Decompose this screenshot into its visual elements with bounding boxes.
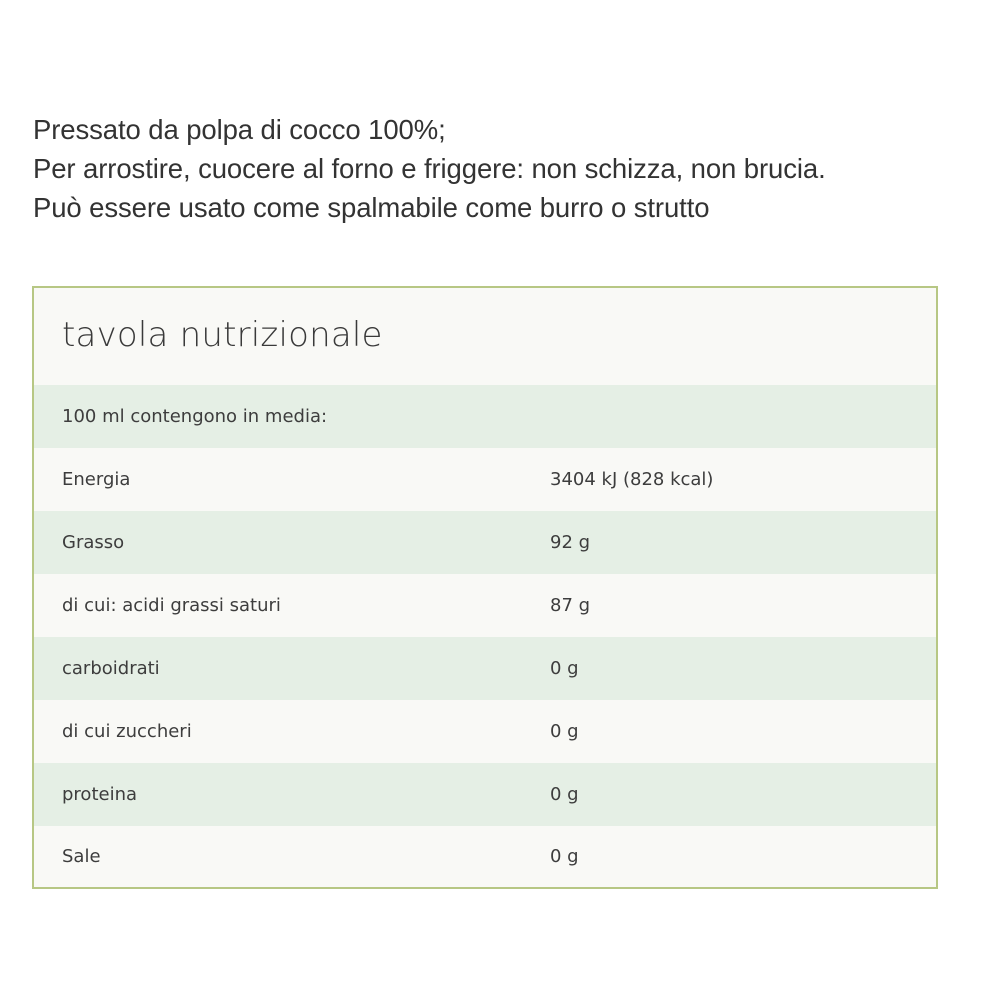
table-row <box>34 574 936 637</box>
table-row <box>34 700 936 763</box>
nutrient-name: Sale <box>62 846 101 867</box>
nutrient-name: Grasso <box>62 532 125 553</box>
table-row <box>34 448 936 511</box>
nutrition-table-header-row <box>34 385 936 448</box>
nutrient-name: di cui zuccheri <box>62 721 192 742</box>
nutrient-value: 3404 kJ (828 kcal) <box>550 469 714 490</box>
nutrient-name: carboidrati <box>62 658 160 679</box>
table-row <box>34 826 936 887</box>
description-line: Pressato da polpa di cocco 100%; <box>33 114 446 145</box>
nutrition-table <box>32 286 938 889</box>
nutrient-name: Energia <box>62 469 131 490</box>
nutrient-name: proteina <box>62 784 138 805</box>
description-line: Può essere usato come spalmabile come burro o strutto <box>33 192 710 223</box>
nutrient-value: 92 g <box>550 532 591 553</box>
nutrient-value: 0 g <box>550 721 579 742</box>
nutrient-value: 0 g <box>550 846 579 867</box>
table-row <box>34 637 936 700</box>
table-row <box>34 763 936 826</box>
nutrient-value: 0 g <box>550 784 579 805</box>
product-description <box>33 110 993 227</box>
table-row <box>34 511 936 574</box>
nutrient-value: 87 g <box>550 595 591 616</box>
nutrition-table-title: tavola nutrizionale <box>34 288 936 385</box>
nutrient-value: 0 g <box>550 658 579 679</box>
description-line: Per arrostire, cuocere al forno e friggere: non schizza, non brucia. <box>33 153 826 184</box>
nutrition-table-header: 100 ml contengono in media: <box>62 406 328 427</box>
nutrient-name: di cui: acidi grassi saturi <box>62 595 281 616</box>
